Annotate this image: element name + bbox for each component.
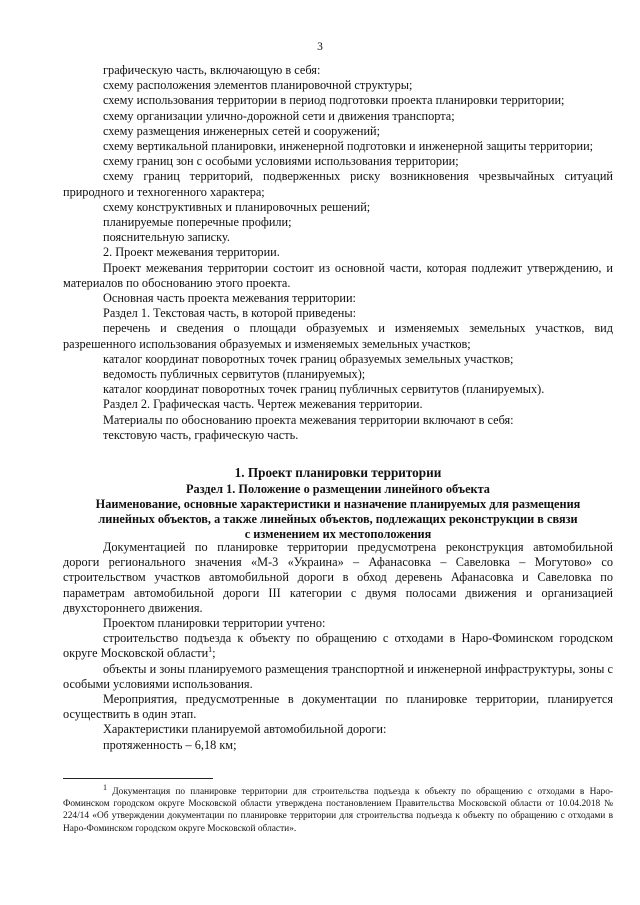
list-item: схему использования территории в период подготовки проекта планировки территории; — [103, 93, 565, 108]
footnote-ref: 1 — [208, 645, 213, 655]
paragraph-text: строительство подъезда к объекту по обращению с отходами в Наро-Фоминском городском округе Московской области — [63, 631, 613, 661]
list-item: пояснительную записку. — [103, 230, 230, 245]
paragraph: Характеристики планируемой автомобильной дороги: — [103, 722, 387, 737]
list-item: перечень и сведения о площади образуемых и изменяемых земельных участков, вид разрешенного использования образуемых и изменяемых земельных участков; — [63, 321, 613, 351]
paragraph: Проектом планировки территории учтено: — [103, 616, 326, 631]
list-item: каталог координат поворотных точек границ образуемых земельных участков; — [103, 351, 514, 366]
paragraph: объекты и зоны планируемого размещения транспортной и инженерной инфраструктуры, зоны с особыми условиями использования. — [63, 661, 613, 691]
list-item: текстовую часть, графическую часть. — [103, 427, 299, 442]
paragraph: Мероприятия, предусмотренные в документации по планировке территории, планируется осуществить в один этап. — [63, 692, 613, 722]
list-item: Основная часть проекта межевания территории: — [103, 291, 356, 306]
list-item: 2. Проект межевания территории. — [103, 245, 280, 260]
paragraph: протяженность – 6,18 км; — [103, 737, 237, 752]
list-item: Проект межевания территории состоит из основной части, которая подлежит утверждению, и материалов по обоснованию этого проекта. — [63, 260, 613, 290]
footnote-marker: 1 — [103, 782, 107, 792]
heading-line: с изменением их местоположения — [244, 527, 432, 542]
list-item: Раздел 2. Графическая часть. Чертеж межевания территории. — [103, 397, 423, 412]
list-item: схему границ зон с особыми условиями использования территории; — [103, 154, 459, 169]
page-number: 3 — [317, 41, 323, 53]
list-item: схему границ территорий, подверженных риску возникновения чрезвычайных ситуаций природного и техногенного характера; — [63, 169, 613, 199]
paragraph: Документацией по планировке территории предусмотрена реконструкция автомобильной дороги регионального значения «М-3 «Украина» – Афанасовка – Савеловка – Могутово» со строительством участков автомобильной дороги в обход деревень Афанасовка и Савеловка по параметрам автомобильной дороги III категории с двумя полосами движения и организацией двухстороннего движения. — [63, 540, 613, 615]
list-item: схему вертикальной планировки, инженерной подготовки и инженерной защиты территории; — [103, 139, 594, 154]
heading-title: 1. Проект планировки территории — [234, 465, 442, 480]
list-item: схему конструктивных и планировочных решений; — [103, 199, 371, 214]
heading-section: Раздел 1. Положение о размещении линейного объекта — [186, 481, 490, 496]
list-item: планируемые поперечные профили; — [103, 215, 292, 230]
list-item: графическую часть, включающую в себя: — [103, 63, 321, 77]
heading-line: линейных объектов, а также линейных объектов, подлежащих реконструкции в связи — [98, 511, 578, 526]
list-item: схему расположения элементов планировочной структуры; — [103, 78, 413, 93]
list-item: схему организации улично-дорожной сети и движения транспорта; — [103, 108, 455, 123]
list-item: ведомость публичных сервитутов (планируемых); — [103, 367, 366, 382]
footnote-text: Документация по планировке территории для строительства подъезда к объекту по обращению с отходами в Наро-Фоминском городском округе Московской области утверждена постановлением Правительства Московской области от 10.04.2018 № 224/14 «Об утверждении документации по планировке территории для строительства подъезда к объекту по обращению с отходами в Наро-Фоминском городском округе Московской области». — [63, 787, 614, 834]
section-heading — [63, 465, 613, 542]
paragraph: строительство подъезда к объекту по обращению с отходами в Наро-Фоминском городском округе Московской области$^1$; — [63, 631, 613, 661]
footnote-divider — [63, 778, 213, 779]
intro-list — [63, 63, 613, 443]
main-text — [63, 540, 613, 753]
footnote — [63, 782, 614, 835]
list-item: Раздел 1. Текстовая часть, в которой приведены: — [103, 306, 357, 321]
list-item: каталог координат поворотных точек границ публичных сервитутов (планируемых). — [103, 382, 545, 397]
list-item: схему размещения инженерных сетей и сооружений; — [103, 123, 381, 138]
heading-line: Наименование, основные характеристики и назначение планируемых для размещения — [95, 496, 581, 511]
list-item: Материалы по обоснованию проекта межевания территории включают в себя: — [103, 412, 514, 427]
